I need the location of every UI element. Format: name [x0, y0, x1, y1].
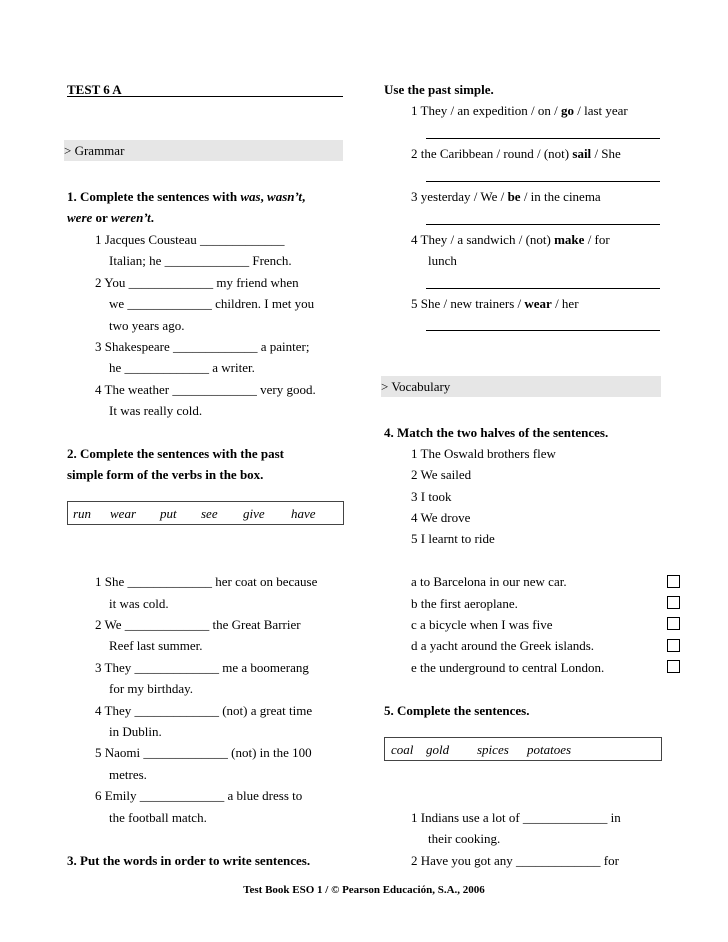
ex2-line: for my birthday.: [109, 681, 193, 696]
ex1-line: we _____________ children. I met you: [109, 296, 315, 311]
exercise-3-title: 3. Put the words in order to write sentences.: [67, 853, 311, 868]
ex3-item: 3 yesterday / We / be / in the cinema: [411, 189, 601, 204]
ex1-line: It was really cold.: [109, 403, 203, 418]
answer-checkbox[interactable]: [667, 617, 680, 630]
ex2-line: 1 She _____________ her coat on because: [95, 574, 318, 589]
ex3-item: 5 She / new trainers / wear / her: [411, 296, 579, 311]
ex1-line: he _____________ a writer.: [109, 360, 255, 375]
test-title: TEST 6 A: [67, 82, 122, 97]
page-footer: Test Book ESO 1 / © Pearson Educación, S.A., 2006: [243, 884, 485, 896]
answer-checkbox[interactable]: [667, 639, 680, 652]
vocabulary-section-header: > Vocabulary: [381, 376, 661, 397]
answer-line: [426, 224, 660, 225]
match-left-item: 2 We sailed: [411, 467, 472, 482]
title-underline: [67, 96, 343, 97]
ex3-item: 2 the Caribbean / round / (not) sail / She: [411, 146, 621, 161]
exercise-3-instruction: Use the past simple.: [384, 82, 494, 97]
answer-checkbox[interactable]: [667, 575, 680, 588]
ex3-item: 4 They / a sandwich / (not) make / for: [411, 232, 610, 247]
box-word: potatoes: [527, 742, 572, 757]
ex3-item-continuation: lunch: [428, 253, 457, 268]
ex5-line: their cooking.: [428, 831, 501, 846]
verb-word: put: [160, 506, 177, 521]
match-right-item: d a yacht around the Greek islands.: [411, 638, 595, 653]
answer-line: [426, 138, 660, 139]
ex2-line: 6 Emily _____________ a blue dress to: [95, 788, 303, 803]
match-left-item: 1 The Oswald brothers flew: [411, 446, 556, 461]
ex1-line: 2 You _____________ my friend when: [95, 275, 299, 290]
verb-word: wear: [110, 506, 136, 521]
ex2-line: in Dublin.: [109, 724, 162, 739]
word-box: [384, 737, 662, 761]
match-left-item: 4 We drove: [411, 510, 471, 525]
exercise-4-title: 4. Match the two halves of the sentences.: [384, 425, 609, 440]
exercise-1-title-line-1: 1. Complete the sentences with was, wasn’t,: [67, 189, 306, 204]
match-right-item: e the underground to central London.: [411, 660, 605, 675]
exercise-1-title-line-2: were or weren’t.: [67, 210, 155, 225]
match-right-item: c a bicycle when I was five: [411, 617, 553, 632]
answer-line: [426, 288, 660, 289]
ex2-line: metres.: [109, 767, 147, 782]
ex2-line: 2 We _____________ the Great Barrier: [95, 617, 301, 632]
match-left-item: 3 I took: [411, 489, 452, 504]
exercise-2-title-line-2: simple form of the verbs in the box.: [67, 467, 264, 482]
ex5-line: 1 Indians use a lot of _____________ in: [411, 810, 621, 825]
ex2-line: it was cold.: [109, 596, 169, 611]
ex2-line: 5 Naomi _____________ (not) in the 100: [95, 745, 312, 760]
verb-word: have: [291, 506, 316, 521]
match-right-item: a to Barcelona in our new car.: [411, 574, 567, 589]
box-word: spices: [477, 742, 509, 757]
ex1-line: Italian; he _____________ French.: [109, 253, 292, 268]
box-word: gold: [426, 742, 450, 757]
ex1-line: two years ago.: [109, 318, 185, 333]
match-left-item: 5 I learnt to ride: [411, 531, 495, 546]
answer-line: [426, 330, 660, 331]
verb-word: run: [73, 506, 92, 521]
verb-box: [67, 501, 344, 525]
ex2-line: Reef last summer.: [109, 638, 203, 653]
grammar-section-header: > Grammar: [64, 140, 343, 161]
ex2-line: the football match.: [109, 810, 207, 825]
ex1-line: 4 The weather _____________ very good.: [95, 382, 316, 397]
exercise-2-title-line-1: 2. Complete the sentences with the past: [67, 446, 285, 461]
ex5-line: 2 Have you got any _____________ for: [411, 853, 619, 868]
ex1-line: 3 Shakespeare _____________ a painter;: [95, 339, 310, 354]
ex2-line: 3 They _____________ me a boomerang: [95, 660, 309, 675]
ex3-item: 1 They / an expedition / on / go / last year: [411, 103, 628, 118]
verb-word: give: [243, 506, 265, 521]
answer-line: [426, 181, 660, 182]
ex1-line: 1 Jacques Cousteau _____________: [95, 232, 285, 247]
answer-checkbox[interactable]: [667, 596, 680, 609]
verb-word: see: [201, 506, 218, 521]
answer-checkbox[interactable]: [667, 660, 680, 673]
box-word: coal: [391, 742, 414, 757]
match-right-item: b the first aeroplane.: [411, 596, 518, 611]
ex2-line: 4 They _____________ (not) a great time: [95, 703, 313, 718]
exercise-5-title: 5. Complete the sentences.: [384, 703, 530, 718]
